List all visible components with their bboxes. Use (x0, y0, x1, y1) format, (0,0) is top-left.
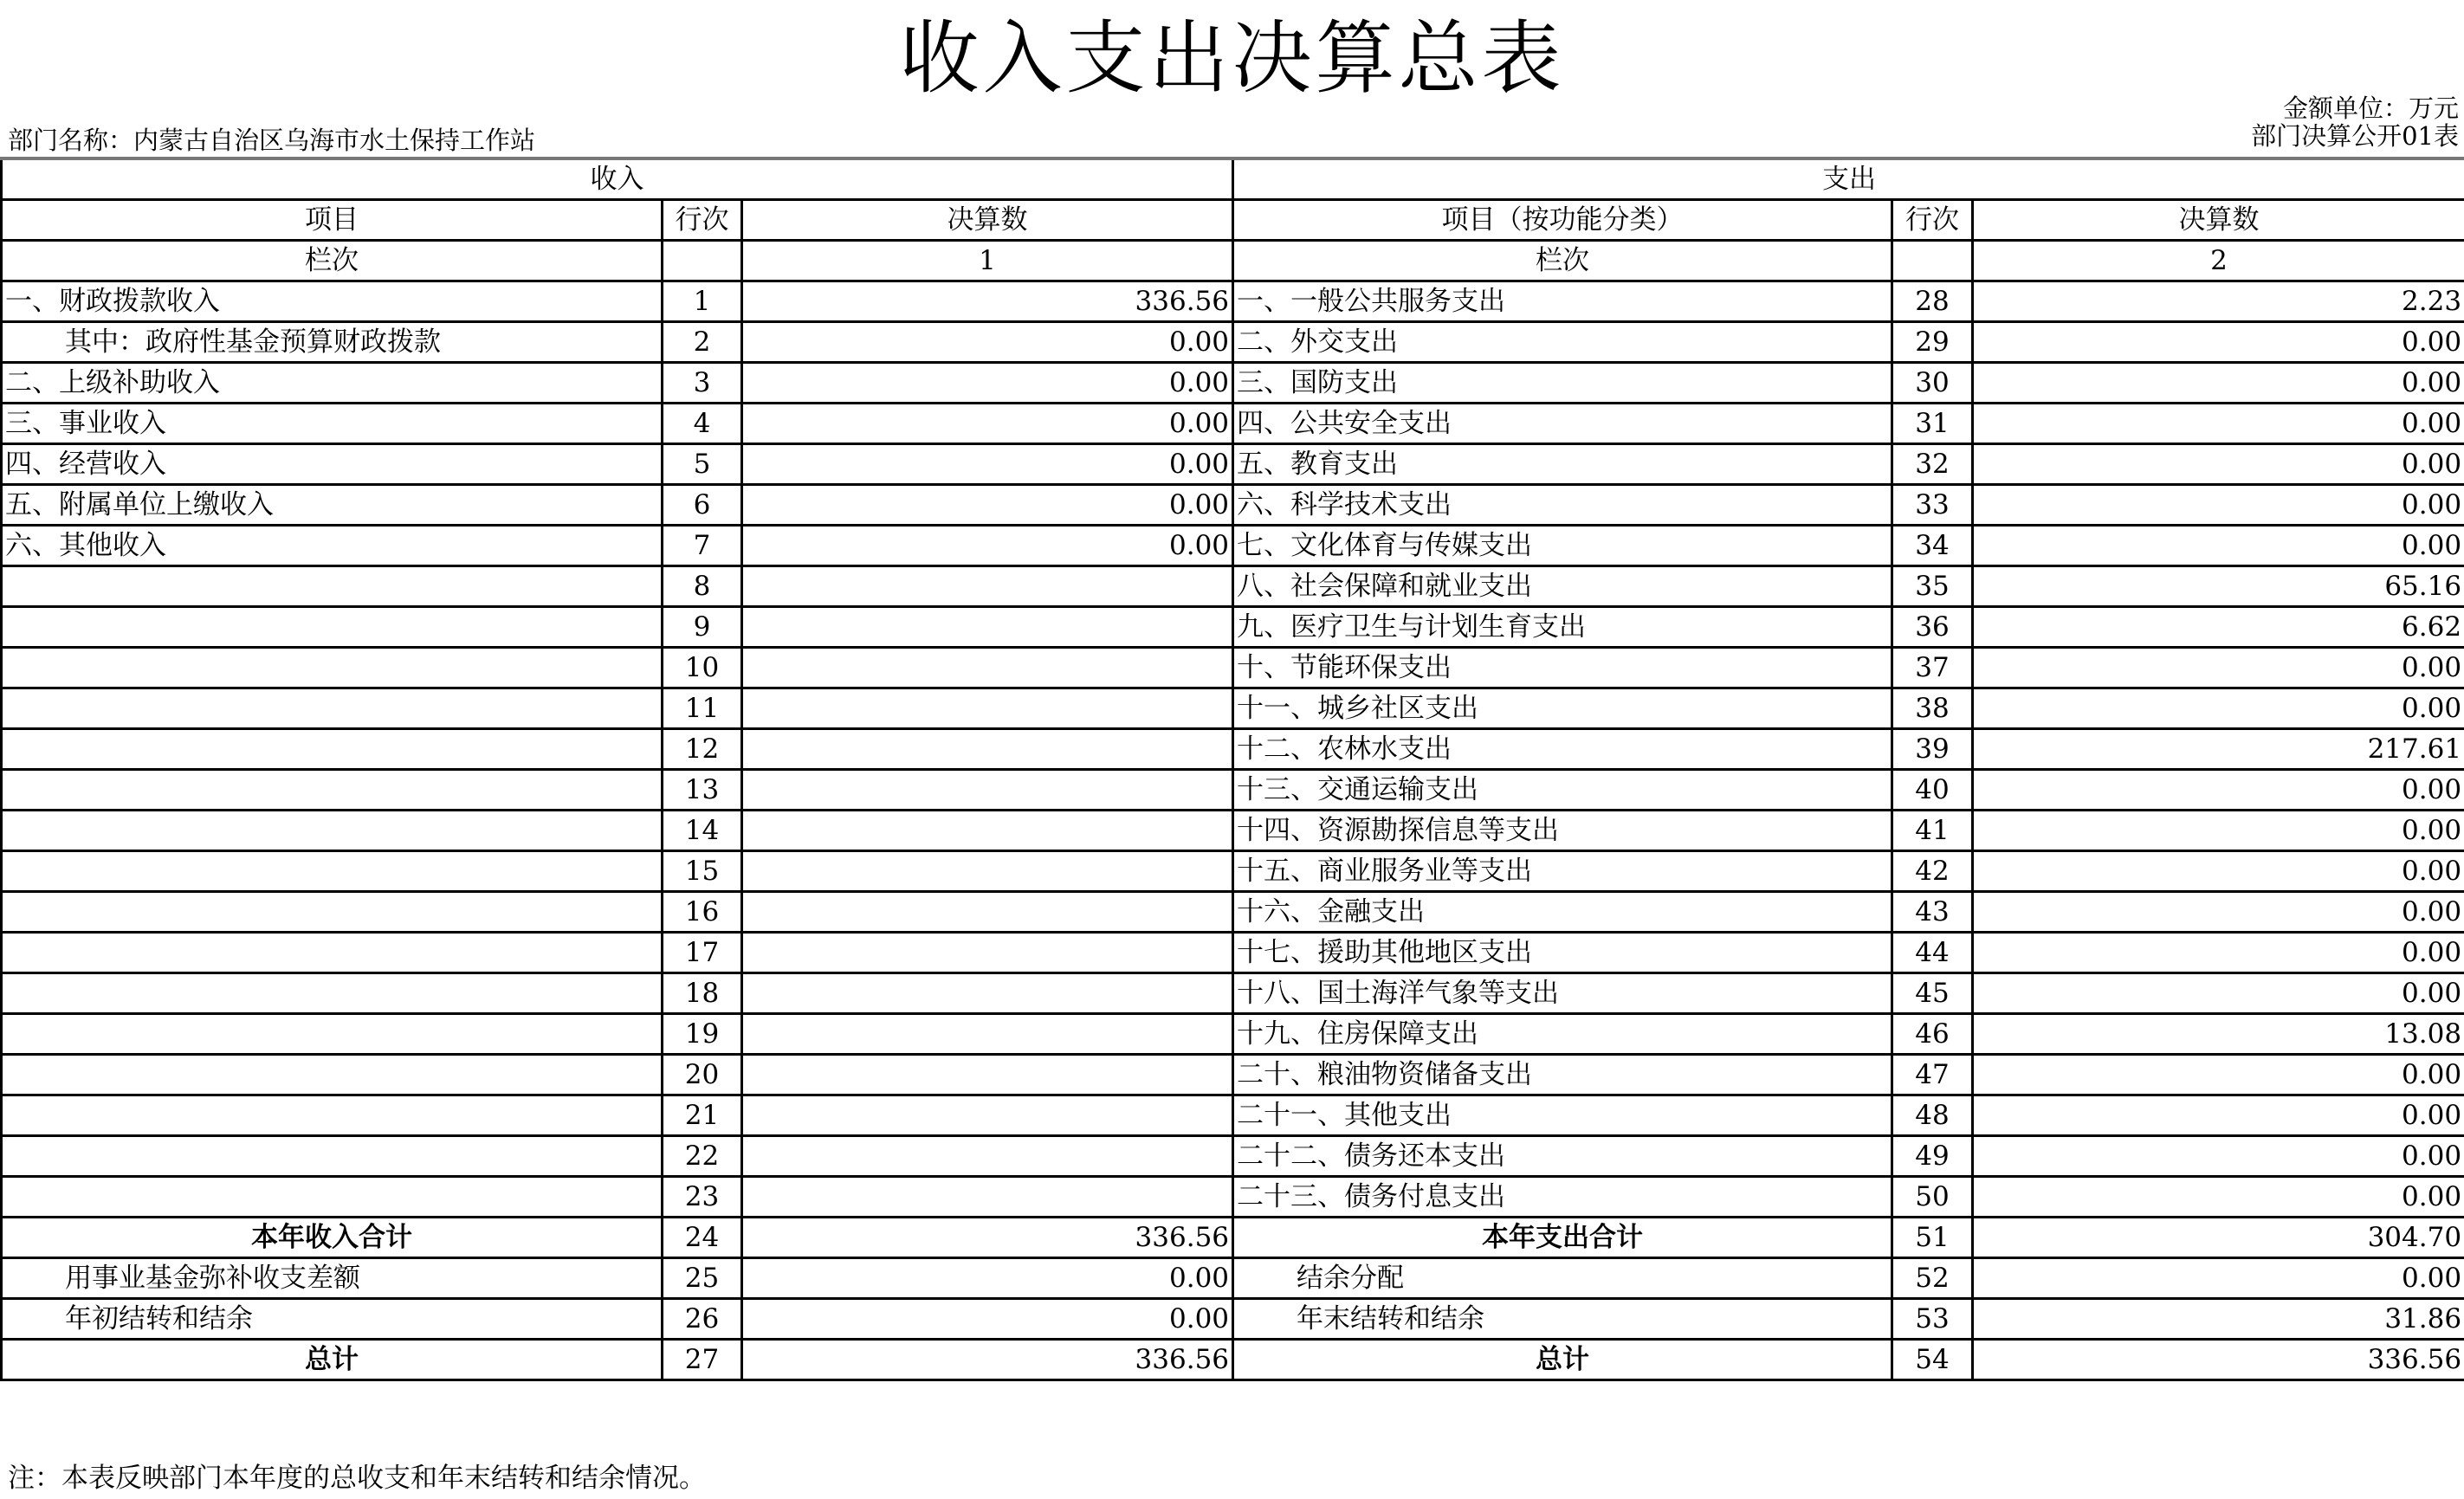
expense-amount-header: 决算数 (1973, 200, 2464, 241)
expense-line-number: 35 (1892, 566, 1973, 607)
table-row (2, 526, 2464, 566)
expense-line-number: 37 (1892, 648, 1973, 688)
expense-column-number: 2 (1973, 241, 2464, 281)
income-line-number: 8 (663, 566, 742, 607)
income-summary-amount: 0.00 (742, 1258, 1233, 1299)
income-amount: 336.56 (742, 281, 1233, 322)
income-amount (742, 851, 1233, 892)
income-amount: 0.00 (742, 363, 1233, 404)
expense-line-number: 40 (1892, 770, 1973, 811)
table-row (2, 851, 2464, 892)
column-header-row (2, 200, 2464, 241)
expense-item: 十四、资源勘探信息等支出 (1233, 811, 1892, 851)
table-row (2, 1136, 2464, 1177)
income-amount (742, 973, 1233, 1014)
expense-item: 十、节能环保支出 (1233, 648, 1892, 688)
table-row (2, 933, 2464, 973)
expense-summary-item: 本年支出合计 (1233, 1218, 1892, 1258)
income-amount (742, 1014, 1233, 1055)
expense-amount: 0.00 (1973, 485, 2464, 526)
income-amount: 0.00 (742, 322, 1233, 363)
income-line-number: 9 (663, 607, 742, 648)
income-line-number: 18 (663, 973, 742, 1014)
expense-item: 一、一般公共服务支出 (1233, 281, 1892, 322)
table-row (2, 1014, 2464, 1055)
income-amount-header: 决算数 (742, 200, 1233, 241)
expense-item: 三、国防支出 (1233, 363, 1892, 404)
expense-item: 五、教育支出 (1233, 444, 1892, 485)
income-amount (742, 1055, 1233, 1095)
expense-line-number: 31 (1892, 404, 1973, 444)
income-item (2, 892, 663, 933)
expense-item: 十二、农林水支出 (1233, 729, 1892, 770)
expense-summary-line: 52 (1892, 1258, 1973, 1299)
table-row (2, 770, 2464, 811)
expense-line-number: 45 (1892, 973, 1973, 1014)
income-summary-item: 本年收入合计 (2, 1218, 663, 1258)
income-item (2, 933, 663, 973)
expense-line-number: 34 (1892, 526, 1973, 566)
income-summary-line: 25 (663, 1258, 742, 1299)
expense-item: 十一、城乡社区支出 (1233, 688, 1892, 729)
income-line-number: 13 (663, 770, 742, 811)
expense-line-number: 41 (1892, 811, 1973, 851)
expense-item: 十五、商业服务业等支出 (1233, 851, 1892, 892)
expense-summary-item: 总计 (1233, 1340, 1892, 1380)
income-summary-line: 26 (663, 1299, 742, 1340)
income-item (2, 729, 663, 770)
income-summary-amount: 336.56 (742, 1218, 1233, 1258)
expense-item: 十九、住房保障支出 (1233, 1014, 1892, 1055)
expense-item: 十八、国土海洋气象等支出 (1233, 973, 1892, 1014)
income-amount (742, 688, 1233, 729)
income-line-number: 19 (663, 1014, 742, 1055)
expense-line-number: 28 (1892, 281, 1973, 322)
expense-amount: 65.16 (1973, 566, 2464, 607)
expense-line-number: 47 (1892, 1055, 1973, 1095)
income-line-number: 23 (663, 1177, 742, 1218)
income-item (2, 811, 663, 851)
income-amount (742, 648, 1233, 688)
income-line-number: 12 (663, 729, 742, 770)
summary-row (2, 1218, 2464, 1258)
income-line-number: 4 (663, 404, 742, 444)
expense-amount: 0.00 (1973, 526, 2464, 566)
expense-amount: 0.00 (1973, 933, 2464, 973)
expense-amount: 0.00 (1973, 770, 2464, 811)
income-item (2, 607, 663, 648)
expense-amount: 0.00 (1973, 973, 2464, 1014)
expense-amount: 0.00 (1973, 892, 2464, 933)
expense-amount: 0.00 (1973, 811, 2464, 851)
expense-amount: 0.00 (1973, 322, 2464, 363)
income-item (2, 1177, 663, 1218)
income-line-number: 2 (663, 322, 742, 363)
expense-line-number: 32 (1892, 444, 1973, 485)
expense-line-number: 48 (1892, 1095, 1973, 1136)
summary-row (2, 1340, 2464, 1380)
table-row (2, 485, 2464, 526)
expense-line-header: 行次 (1892, 200, 1973, 241)
expense-line-number: 42 (1892, 851, 1973, 892)
income-line-number: 17 (663, 933, 742, 973)
income-line-number: 16 (663, 892, 742, 933)
expense-item: 七、文化体育与传媒支出 (1233, 526, 1892, 566)
income-item: 三、事业收入 (2, 404, 663, 444)
expense-amount: 6.62 (1973, 607, 2464, 648)
income-item-header: 项目 (2, 200, 663, 241)
expense-item: 十七、援助其他地区支出 (1233, 933, 1892, 973)
expense-line-number: 43 (1892, 892, 1973, 933)
income-column-number: 1 (742, 241, 1233, 281)
income-summary-item: 总计 (2, 1340, 663, 1380)
expense-amount: 0.00 (1973, 688, 2464, 729)
table-row (2, 363, 2464, 404)
income-line-blank (663, 241, 742, 281)
expense-amount: 0.00 (1973, 444, 2464, 485)
expense-item: 二、外交支出 (1233, 322, 1892, 363)
income-column-label: 栏次 (2, 241, 663, 281)
expense-line-number: 36 (1892, 607, 1973, 648)
expense-section-header: 支出 (1233, 158, 2464, 200)
expense-summary-amount: 336.56 (1973, 1340, 2464, 1380)
income-item: 其中：政府性基金预算财政拨款 (2, 322, 663, 363)
expense-amount: 217.61 (1973, 729, 2464, 770)
expense-amount: 0.00 (1973, 363, 2464, 404)
expense-item: 八、社会保障和就业支出 (1233, 566, 1892, 607)
table-row (2, 1177, 2464, 1218)
expense-item: 十三、交通运输支出 (1233, 770, 1892, 811)
expense-item: 二十一、其他支出 (1233, 1095, 1892, 1136)
expense-item: 四、公共安全支出 (1233, 404, 1892, 444)
income-item (2, 1055, 663, 1095)
table-row (2, 322, 2464, 363)
expense-line-number: 30 (1892, 363, 1973, 404)
income-line-number: 21 (663, 1095, 742, 1136)
income-amount (742, 607, 1233, 648)
expense-item: 二十二、债务还本支出 (1233, 1136, 1892, 1177)
section-header-row (2, 158, 2464, 200)
income-amount (742, 566, 1233, 607)
expense-amount: 0.00 (1973, 1095, 2464, 1136)
income-line-number: 22 (663, 1136, 742, 1177)
income-amount (742, 892, 1233, 933)
income-item (2, 688, 663, 729)
expense-item-header: 项目（按功能分类） (1233, 200, 1892, 241)
table-row (2, 729, 2464, 770)
income-amount: 0.00 (742, 526, 1233, 566)
income-summary-amount: 0.00 (742, 1299, 1233, 1340)
income-item (2, 973, 663, 1014)
table-row (2, 444, 2464, 485)
table-row (2, 1095, 2464, 1136)
income-amount (742, 1136, 1233, 1177)
expense-line-number: 50 (1892, 1177, 1973, 1218)
column-number-row (2, 241, 2464, 281)
expense-summary-item: 结余分配 (1233, 1258, 1892, 1299)
expense-summary-amount: 31.86 (1973, 1299, 2464, 1340)
expense-item: 二十三、债务付息支出 (1233, 1177, 1892, 1218)
expense-item: 十六、金融支出 (1233, 892, 1892, 933)
income-item: 一、财政拨款收入 (2, 281, 663, 322)
income-amount (742, 1095, 1233, 1136)
summary-row (2, 1299, 2464, 1340)
income-amount (742, 729, 1233, 770)
summary-row (2, 1258, 2464, 1299)
income-line-number: 1 (663, 281, 742, 322)
expense-amount: 0.00 (1973, 1055, 2464, 1095)
income-item (2, 1014, 663, 1055)
expense-line-number: 46 (1892, 1014, 1973, 1055)
table-row (2, 404, 2464, 444)
income-item: 四、经营收入 (2, 444, 663, 485)
expense-summary-line: 51 (1892, 1218, 1973, 1258)
expense-line-number: 33 (1892, 485, 1973, 526)
income-item: 二、上级补助收入 (2, 363, 663, 404)
expense-amount: 0.00 (1973, 1177, 2464, 1218)
expense-item: 二十、粮油物资储备支出 (1233, 1055, 1892, 1095)
income-line-number: 15 (663, 851, 742, 892)
income-summary-item: 用事业基金弥补收支差额 (2, 1258, 663, 1299)
expense-line-number: 39 (1892, 729, 1973, 770)
income-item (2, 770, 663, 811)
income-item: 六、其他收入 (2, 526, 663, 566)
expense-summary-amount: 304.70 (1973, 1218, 2464, 1258)
income-section-header: 收入 (2, 158, 1233, 200)
income-amount: 0.00 (742, 404, 1233, 444)
income-item (2, 851, 663, 892)
income-expense-table (0, 157, 2464, 1381)
table-row (2, 648, 2464, 688)
income-line-number: 5 (663, 444, 742, 485)
expense-item: 六、科学技术支出 (1233, 485, 1892, 526)
expense-line-number: 29 (1892, 322, 1973, 363)
income-line-header: 行次 (663, 200, 742, 241)
table-row (2, 973, 2464, 1014)
income-amount (742, 811, 1233, 851)
income-summary-line: 24 (663, 1218, 742, 1258)
table-row (2, 566, 2464, 607)
income-summary-item: 年初结转和结余 (2, 1299, 663, 1340)
table-row (2, 811, 2464, 851)
expense-amount: 0.00 (1973, 404, 2464, 444)
expense-amount: 0.00 (1973, 648, 2464, 688)
income-line-number: 6 (663, 485, 742, 526)
expense-summary-line: 53 (1892, 1299, 1973, 1340)
table-row (2, 1055, 2464, 1095)
income-line-number: 20 (663, 1055, 742, 1095)
expense-amount: 0.00 (1973, 851, 2464, 892)
expense-summary-line: 54 (1892, 1340, 1973, 1380)
income-item (2, 1136, 663, 1177)
income-item (2, 1095, 663, 1136)
expense-line-number: 38 (1892, 688, 1973, 729)
footnote: 注：本表反映部门本年度的总收支和年末结转和结余情况。 (8, 1463, 706, 1494)
income-line-number: 11 (663, 688, 742, 729)
expense-item: 九、医疗卫生与计划生育支出 (1233, 607, 1892, 648)
expense-line-number: 49 (1892, 1136, 1973, 1177)
income-line-number: 3 (663, 363, 742, 404)
table-row (2, 607, 2464, 648)
form-number-label: 部门决算公开01表 (2251, 121, 2459, 151)
income-amount: 0.00 (742, 485, 1233, 526)
income-line-number: 7 (663, 526, 742, 566)
income-item (2, 648, 663, 688)
income-summary-line: 27 (663, 1340, 742, 1380)
income-amount (742, 770, 1233, 811)
department-name: 部门名称：内蒙古自治区乌海市水土保持工作站 (8, 126, 536, 155)
income-item (2, 566, 663, 607)
expense-line-blank (1892, 241, 1973, 281)
income-line-number: 10 (663, 648, 742, 688)
expense-amount: 2.23 (1973, 281, 2464, 322)
expense-amount: 13.08 (1973, 1014, 2464, 1055)
income-amount (742, 1177, 1233, 1218)
income-amount (742, 933, 1233, 973)
income-line-number: 14 (663, 811, 742, 851)
income-item: 五、附属单位上缴收入 (2, 485, 663, 526)
expense-line-number: 44 (1892, 933, 1973, 973)
table-row (2, 892, 2464, 933)
income-amount: 0.00 (742, 444, 1233, 485)
expense-summary-amount: 0.00 (1973, 1258, 2464, 1299)
page-title: 收入支出决算总表 (899, 12, 1565, 105)
amount-unit-label: 金额单位：万元 (2282, 94, 2459, 123)
table-row (2, 281, 2464, 322)
expense-column-label: 栏次 (1233, 241, 1892, 281)
income-summary-amount: 336.56 (742, 1340, 1233, 1380)
table-row (2, 688, 2464, 729)
expense-amount: 0.00 (1973, 1136, 2464, 1177)
expense-summary-item: 年末结转和结余 (1233, 1299, 1892, 1340)
